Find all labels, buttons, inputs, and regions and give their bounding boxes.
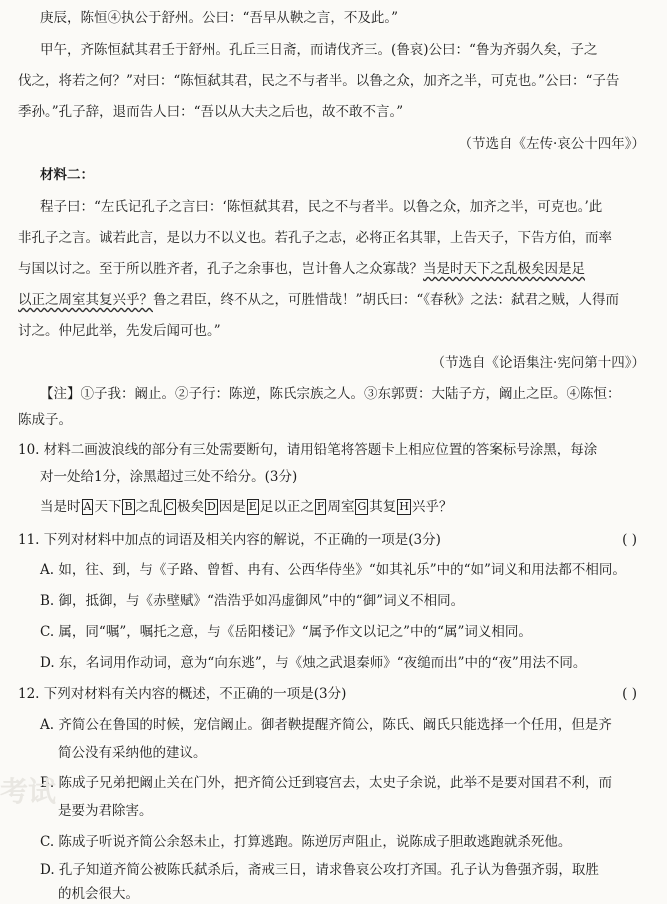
question-text: 11. 下列对材料中加点的词语及相关内容的解说，不正确的一项是(3分) [18,532,441,548]
option-a-continued: 简公没有采纳他的建议。 [58,745,207,761]
text-line: 程子曰：“左氏记孔子之言曰：‘陈恒弑其君，民之不与者半。以鲁之众，加齐之半，可克也。’此 [40,199,603,215]
text-line: 甲午，齐陈恒弑其君壬于舒州。孔丘三日斋，而请伐齐三。(鲁哀)公曰：“鲁为齐弱久矣，子之 [40,42,598,58]
text-line [0,259,667,279]
break-label-d[interactable]: D [206,500,216,513]
option-b-continued: 是要为君除害。 [58,803,153,819]
segment: 之乱 [135,499,163,515]
watermark: 考试 [0,775,57,808]
text-segment: 与国以讨之。至于所以胜齐者，孔子之余事也，岂计鲁人之众寡哉？ [18,261,423,277]
option-b[interactable]: B. 御，抵御，与《赤壁赋》“浩浩乎如冯虚御风”中的“御”词义不相同。 [40,593,465,609]
break-label-f[interactable]: F [316,500,325,513]
answer-blank[interactable]: ( ) [622,686,637,702]
segment: 其复 [369,499,397,515]
text-line [0,290,667,310]
break-label-g[interactable]: G [357,500,367,513]
question-text: 12. 下列对材料有关内容的概述，不正确的一项是(3分) [18,686,347,702]
segment: 兴乎？ [411,499,453,515]
segment: 周室 [327,499,355,515]
option-c[interactable]: C. 属，同“嘱”，嘱托之意，与《岳阳楼记》“属予作文以记之”中的“属”词义相同。 [40,624,532,640]
answer-blank[interactable]: ( ) [622,532,637,548]
break-label-e[interactable]: E [248,500,257,513]
section-heading: 材料二： [40,167,94,183]
option-a[interactable]: A. 如，往、到，与《子路、曾皙、冉有、公西华侍坐》“如其礼乐”中的“如”词义和用法都不相同。 [40,562,626,578]
break-label-a[interactable]: A [83,500,92,513]
wavy-underlined-text: 当是时天下之乱极矣因是足 [423,261,585,277]
option-d-continued: 的机会很大。 [58,886,139,902]
question-12-stem [0,684,667,704]
source-citation: （节选自《左传·哀公十四年》） [458,136,645,152]
option-d[interactable]: D. 孔子知道齐简公被陈氏弑杀后，斋戒三日，请求鲁哀公攻打齐国。孔子认为鲁强齐弱，取胜 [40,862,599,878]
option-d[interactable]: D. 东，名词用作动词，意为“向东逃”，与《烛之武退秦师》“夜缒而出”中的“夜”用法不同。 [40,655,587,671]
question-11-stem [0,530,667,550]
source-citation: （节选自《论语集注·宪问第十四》） [431,355,645,371]
note-line: 【注】①子我：阚止。②子行：陈逆，陈氏宗族之人。③东郭贾：大陆子方，阚止之臣。④陈恒： [40,386,621,402]
wavy-underlined-text: 以正之周室其复兴乎？ [18,292,153,308]
text-line: 庚辰，陈恒④执公于舒州。公曰：“吾早从鞅之言，不及此。” [40,10,399,26]
text-line: 伐之，将若之何？”对曰：“陈恒弑其君，民之不与者半。以鲁之众，加齐之半，可克也。”公曰：“子告 [18,73,620,89]
question-10-stem: 10. 材料二画波浪线的部分有三处需要断句，请用铅笔将答题卡上相应位置的答案标号涂黑，每涂 [18,442,598,458]
segment: 因是 [218,499,246,515]
segment: 足以正之 [259,499,314,515]
option-b[interactable]: B. 陈成子兄弟把阚止关在门外，把齐简公迁到寝宫去，太史子余说，此举不是要对国君不利，而 [40,775,613,791]
sentence-breaks [0,497,667,517]
break-label-h[interactable]: H [399,500,409,513]
segment: 极矣 [176,499,204,515]
segment: 当是时 [40,499,81,515]
text-line: 非孔子之言。诚若此言，是以力不以义也。若孔子之志，必将正名其罪，上告天子，下告方伯，而率 [18,230,612,246]
segment: 天下 [94,499,122,515]
text-line: 季孙。”孔子辞，退而告人曰：“吾以从大夫之后也，故不敢不言。” [18,104,404,120]
break-label-c[interactable]: C [165,500,174,513]
text-segment: 鲁之君臣，终不从之，可胜惜哉！”胡氏曰：“《春秋》之法：弑君之贼，人得而 [153,292,620,308]
text-line: 讨之。仲尼此举，先发后闻可也。” [18,323,221,339]
note-line: 陈成子。 [18,412,72,428]
option-c[interactable]: C. 陈成子听说齐简公余怒未止，打算逃跑。陈逆厉声阻止，说陈成子胆敢逃跑就杀死他。 [40,834,572,850]
option-a[interactable]: A. 齐简公在鲁国的时候，宠信阚止。御者鞅提醒齐简公，陈氏、阚氏只能选择一个任用，但是齐 [40,717,612,733]
break-label-b[interactable]: B [124,500,133,513]
question-10-stem: 对一处给1分，涂黑超过三处不给分。(3分) [40,469,298,485]
